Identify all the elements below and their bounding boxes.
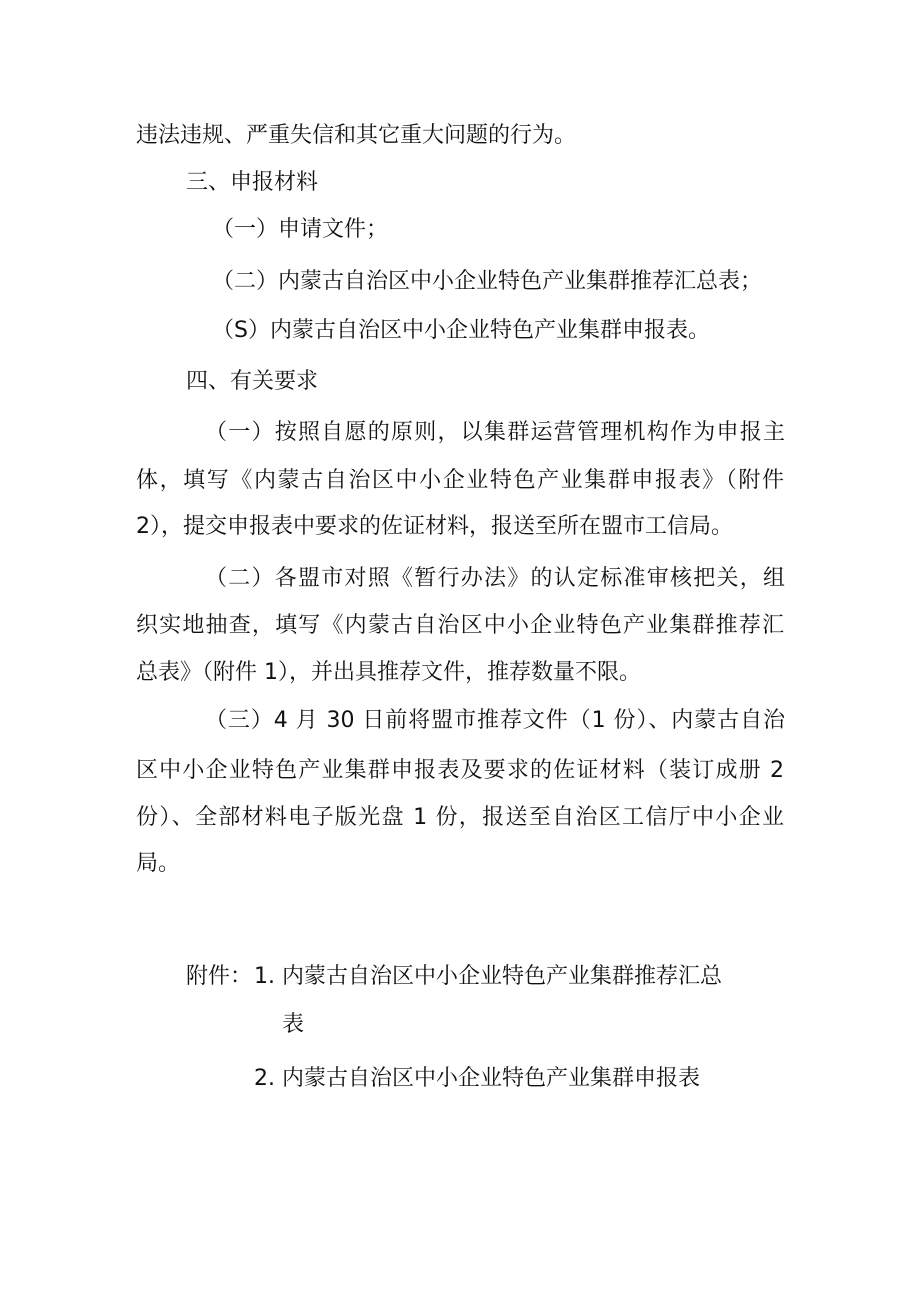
- paragraph-line: 总表》（附件 1），并出具推荐文件，推荐数量不限。: [136, 660, 641, 685]
- paragraph-line: 份）、全部材料电子版光盘 1 份，报送至自治区工信厅中小企业: [136, 805, 784, 830]
- section-heading: 三、申报材料: [186, 170, 319, 195]
- paragraph-line: 违法违规、严重失信和其它重大问题的行为。: [136, 123, 577, 148]
- section-heading: 四、有关要求: [186, 369, 319, 394]
- paragraph-line: （三）4 月 30 日前将盟市推荐文件（1 份）、内蒙古自治: [205, 708, 785, 733]
- paragraph-line: 局。: [136, 851, 181, 876]
- paragraph-line: 体，填写《内蒙古自治区中小企业特色产业集群申报表》（附件: [136, 468, 784, 493]
- paragraph-line: 区中小企业特色产业集群申报表及要求的佐证材料（装订成册 2: [136, 758, 784, 783]
- paragraph-line: （二）各盟市对照《暂行办法》的认定标准审核把关，组: [205, 566, 785, 591]
- attachment-item-continuation: 表: [282, 1012, 305, 1037]
- paragraph-line: 织实地抽查，填写《内蒙古自治区中小企业特色产业集群推荐汇: [136, 613, 784, 638]
- attachment-item: 1. 内蒙古自治区中小企业特色产业集群推荐汇总: [254, 964, 722, 989]
- list-item: （S）内蒙古自治区中小企业特色产业集群申报表。: [212, 318, 710, 343]
- list-item: （一）申请文件；: [212, 217, 389, 242]
- paragraph-line: 2），提交申报表中要求的佐证材料，报送至所在盟市工信局。: [136, 514, 733, 539]
- attachments-label: 附件：: [186, 964, 253, 989]
- attachment-item: 2. 内蒙古自治区中小企业特色产业集群申报表: [254, 1066, 700, 1091]
- list-item: （二）内蒙古自治区中小企业特色产业集群推荐汇总表；: [212, 269, 763, 294]
- paragraph-line: （一）按照自愿的原则，以集群运营管理机构作为申报主: [205, 420, 785, 445]
